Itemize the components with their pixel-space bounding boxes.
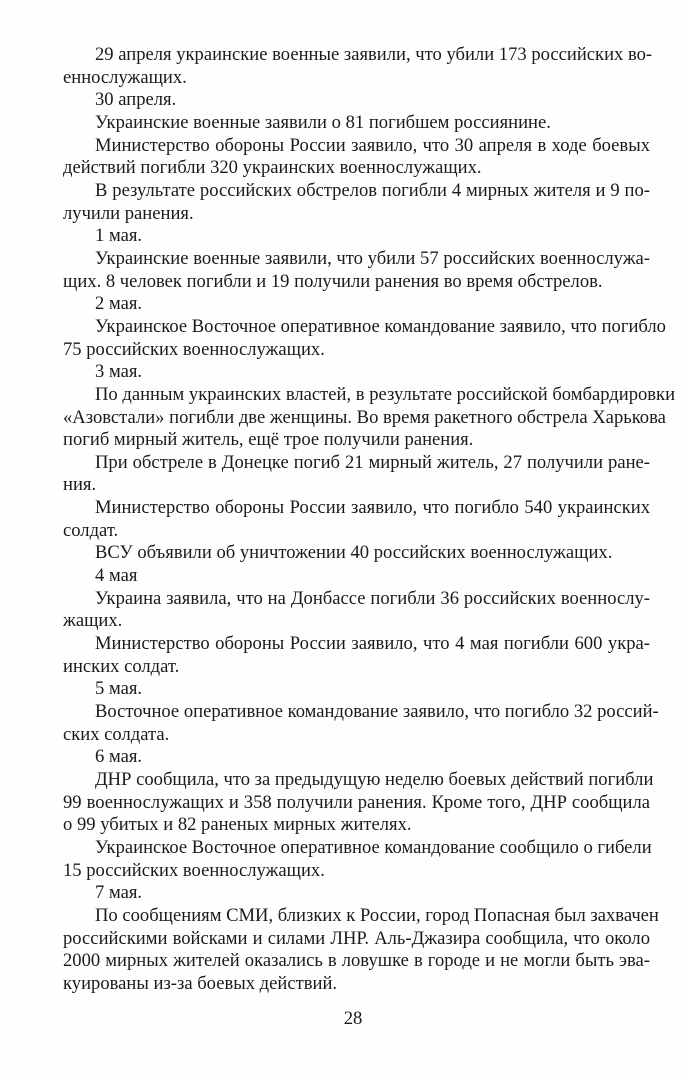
text-line: погиб мирный житель, ещё трое получили ранения.	[63, 429, 474, 451]
text-line: По сообщениям СМИ, близких к России, город Попасная был захвачен	[95, 904, 659, 926]
text-line: Министерство обороны России заявило, что 30 апреля в ходе боевых	[95, 134, 650, 156]
text-line: куированы из-за боевых действий.	[63, 972, 338, 994]
text-line: жащих.	[63, 610, 123, 632]
text-line: российскими войсками и силами ЛНР. Аль-Джазира сообщила, что около	[63, 927, 650, 949]
text-line: ния.	[63, 474, 97, 496]
text-line: 7 мая.	[95, 882, 143, 904]
text-line: еннослужащих.	[63, 66, 187, 88]
text-line: 15 российских военнослужащих.	[63, 859, 325, 881]
text-line: 5 мая.	[95, 678, 143, 700]
text-line: 2000 мирных жителей оказались в ловушке в городе и не могли быть эва-	[63, 950, 650, 972]
text-line: инских солдат.	[63, 655, 180, 677]
text-line: ВСУ объявили об уничтожении 40 российских военнослужащих.	[95, 542, 613, 564]
text-line: солдат.	[63, 519, 119, 541]
text-line: 1 мая.	[95, 225, 143, 247]
text-line: Украина заявила, что на Донбассе погибли 36 российских военнослу-	[95, 587, 650, 609]
page-number: 28	[343, 1008, 363, 1029]
text-line: 99 военнослужащих и 358 получили ранения. Кроме того, ДНР сообщила	[63, 791, 650, 813]
text-line: Украинское Восточное оперативное командование заявило, что погибло	[95, 315, 666, 337]
text-line: Восточное оперативное командование заявило, что погибло 32 россий-	[95, 701, 659, 723]
text-line: При обстреле в Донецке погиб 21 мирный житель, 27 получили ране-	[95, 451, 650, 473]
text-line: лучили ранения.	[63, 202, 194, 224]
text-line: 29 апреля украинские военные заявили, что убили 173 российских во-	[95, 44, 653, 65]
text-line: По данным украинских властей, в результате российской бомбардировки	[95, 383, 676, 405]
text-line: ских солдата.	[63, 723, 170, 745]
text-line: 2 мая.	[95, 293, 143, 315]
text-line: Министерство обороны России заявило, что 4 мая погибли 600 укра-	[95, 633, 650, 655]
text-line: о 99 убитых и 82 раненых мирных жителях.	[63, 814, 412, 836]
text-line: действий погибли 320 украинских военнослужащих.	[63, 157, 482, 179]
text-line: 4 мая	[95, 565, 138, 587]
text-line: щих. 8 человек погибли и 19 получили ранения во время обстрелов.	[63, 270, 603, 292]
text-line: Министерство обороны России заявило, что погибло 540 украинских	[95, 497, 650, 519]
text-line: 6 мая.	[95, 746, 143, 768]
text-line: В результате российских обстрелов погибли 4 мирных жителя и 9 по-	[95, 179, 650, 201]
text-line: Украинские военные заявили, что убили 57 российских военнослужа-	[95, 247, 650, 269]
text-line: 3 мая.	[95, 361, 143, 383]
text-line: Украинские военные заявили о 81 погибшем россиянине.	[95, 111, 551, 133]
text-line: «Азовстали» погибли две женщины. Во время ракетного обстрела Харькова	[63, 406, 666, 428]
body-text	[63, 44, 676, 996]
text-line: 30 апреля.	[95, 89, 177, 111]
text-line: Украинское Восточное оперативное командование сообщило о гибели	[95, 836, 652, 858]
text-line: 75 российских военнослужащих.	[63, 338, 325, 360]
text-line: ДНР сообщила, что за предыдущую неделю боевых действий погибли	[95, 769, 654, 790]
